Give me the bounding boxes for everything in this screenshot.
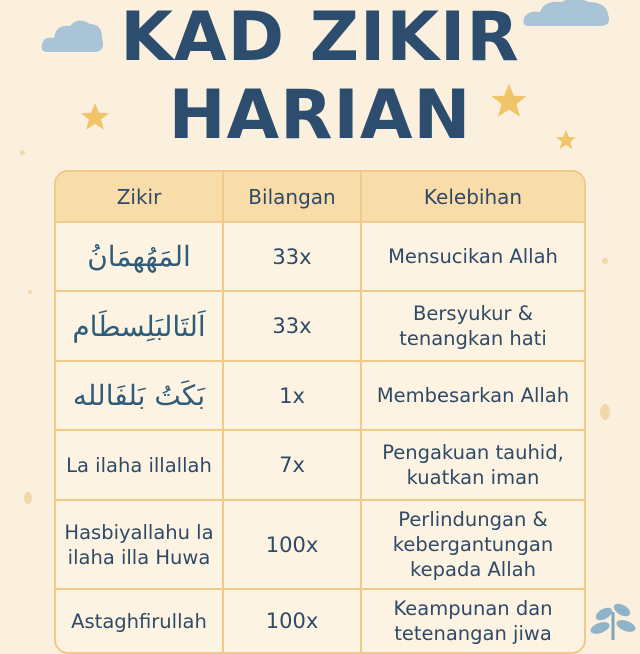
header-kelebihan: Kelebihan	[360, 172, 584, 221]
bilangan-cell: 33x	[222, 223, 360, 290]
decor-dot	[602, 258, 608, 264]
bilangan-cell: 100x	[222, 590, 360, 652]
table-row	[56, 431, 584, 501]
kelebihan-cell: Keampunan dan tetenangan jiwa	[360, 590, 584, 652]
bilangan-cell: 7x	[222, 431, 360, 499]
decor-dot	[600, 404, 610, 420]
page-title-line2: HARIAN	[168, 76, 472, 155]
zikir-cell: Hasbiyallahu la ilaha illa Huwa	[64, 520, 214, 569]
zikir-cell: اَلتَالبَلِسطَام	[72, 309, 206, 343]
kelebihan-cell: Perlindungan & kebergantungan kepada Allah	[360, 501, 584, 588]
zikir-cell: La ilaha illallah	[66, 453, 212, 477]
table-row	[56, 501, 584, 590]
bilangan-cell: 100x	[222, 501, 360, 588]
zikir-table	[54, 170, 586, 654]
kelebihan-cell: Membesarkan Allah	[360, 362, 584, 429]
table-header-row	[56, 172, 584, 223]
table-row	[56, 223, 584, 292]
decor-dot	[20, 150, 25, 155]
table-row	[56, 362, 584, 431]
zikir-cell: Astaghfirullah	[71, 609, 207, 633]
page-title-line1: KAD ZIKIR	[120, 0, 520, 77]
table-row	[56, 292, 584, 362]
decor-dot	[24, 492, 32, 504]
zikir-cell: المَهُهمَانُ	[87, 240, 191, 273]
header-bilangan: Bilangan	[222, 172, 360, 221]
decor-dot	[28, 290, 32, 294]
kelebihan-cell: Mensucikan Allah	[360, 223, 584, 290]
plant-icon	[586, 592, 640, 640]
kelebihan-cell: Pengakuan tauhid, kuatkan iman	[360, 431, 584, 499]
zikir-cell: بَكَتُ بَلفَالله	[72, 379, 206, 412]
header-zikir: Zikir	[116, 184, 162, 209]
kelebihan-cell: Bersyukur & tenangkan hati	[360, 292, 584, 360]
bilangan-cell: 33x	[222, 292, 360, 360]
bilangan-cell: 1x	[222, 362, 360, 429]
table-row	[56, 590, 584, 652]
